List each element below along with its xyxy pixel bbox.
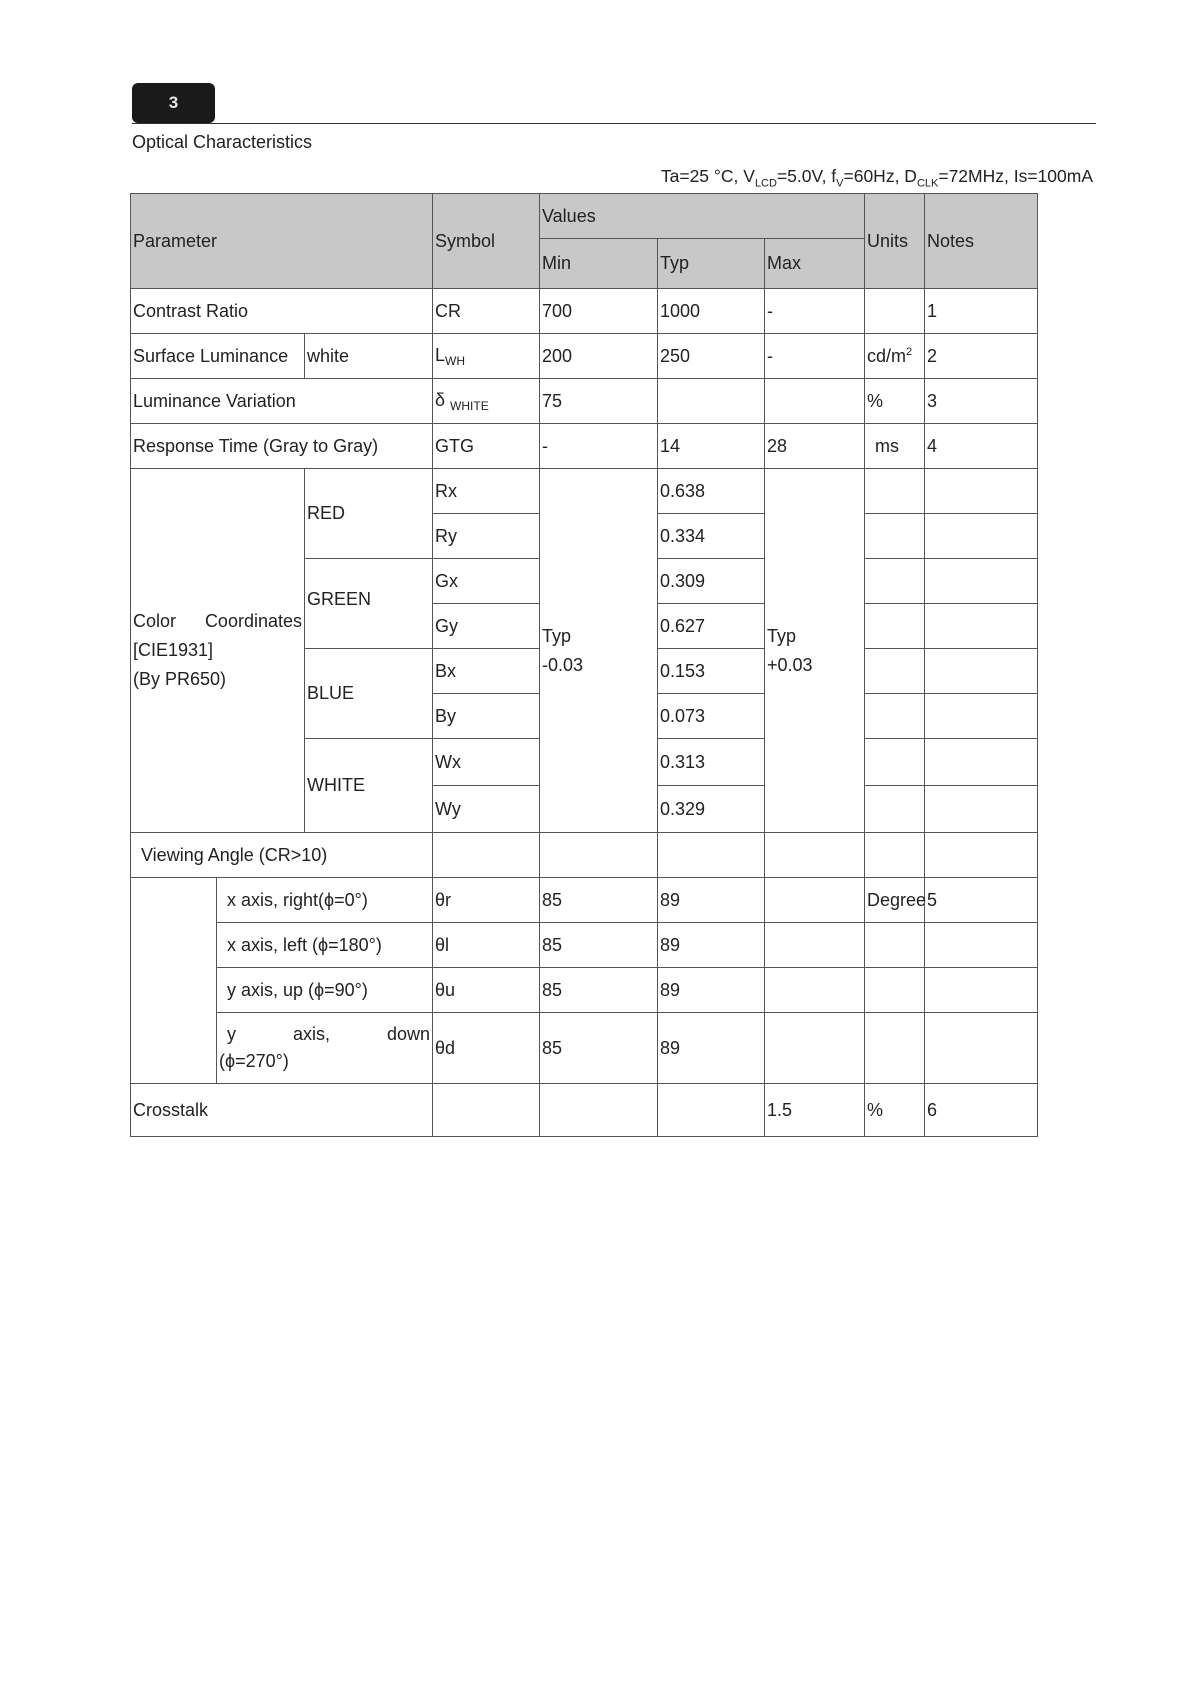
color-param-cell (131, 469, 305, 833)
typ-cell: 89 (658, 1013, 765, 1084)
min-cell: 85 (540, 878, 658, 923)
param-cell: Response Time (Gray to Gray) (131, 424, 433, 469)
units-cell: % (865, 1084, 925, 1137)
param-cell (217, 1013, 433, 1084)
units-cell: Degree (865, 878, 925, 923)
notes-cell: 6 (925, 1084, 1038, 1137)
units-cell (865, 923, 925, 968)
min-cell: 85 (540, 923, 658, 968)
notes-cell (925, 559, 1038, 604)
max-cell: - (765, 289, 865, 334)
min-cell: 75 (540, 379, 658, 424)
units-cell (865, 739, 925, 786)
typ-cell (658, 1084, 765, 1137)
notes-cell: 1 (925, 289, 1038, 334)
param-cell: Viewing Angle (CR>10) (131, 833, 433, 878)
units-cell (865, 289, 925, 334)
table-row-viewing-left (131, 923, 1038, 968)
param-cell: Luminance Variation (131, 379, 433, 424)
symbol-cell: $L_{WH}$ (433, 334, 540, 379)
units-cell: ms (865, 424, 925, 469)
notes-cell (925, 923, 1038, 968)
symbol-cell: Wx (433, 739, 540, 786)
units-cell (865, 968, 925, 1013)
symbol-cell: θl (433, 923, 540, 968)
notes-cell: 3 (925, 379, 1038, 424)
test-conditions: Ta=25 °C, $V_{LCD}=5.0V$, $f_V=60Hz$, $D_{CLK}=72MHz$, Is=100mA (660, 166, 1093, 190)
units-cell (865, 833, 925, 878)
symbol-cell: GTG (433, 424, 540, 469)
symbol-cell: θd (433, 1013, 540, 1084)
header-symbol: Symbol (433, 194, 540, 289)
typ-cell: 0.627 (658, 604, 765, 649)
typ-cell: 0.329 (658, 786, 765, 833)
notes-cell (925, 694, 1038, 739)
units-cell (865, 514, 925, 559)
typ-cell: 0.334 (658, 514, 765, 559)
header-parameter: Parameter (131, 194, 433, 289)
symbol-cell: By (433, 694, 540, 739)
header-max: Max (765, 239, 865, 289)
units-cell (865, 1013, 925, 1084)
optical-characteristics-table (130, 193, 1038, 1137)
symbol-cell: Gy (433, 604, 540, 649)
table-row-viewing-down (131, 1013, 1038, 1084)
typ-cell: 89 (658, 968, 765, 1013)
symbol-cell: Ry (433, 514, 540, 559)
notes-cell (925, 604, 1038, 649)
typ-cell (658, 833, 765, 878)
notes-cell: 2 (925, 334, 1038, 379)
units-cell: % (865, 379, 925, 424)
table-row-crosstalk (131, 1084, 1038, 1137)
group-red: RED (305, 469, 433, 559)
header-units: Units (865, 194, 925, 289)
param-cell: Contrast Ratio (131, 289, 433, 334)
param-cell: x axis, right(ϕ=0°) (217, 878, 433, 923)
table-row-contrast (131, 289, 1038, 334)
max-cell (765, 833, 865, 878)
typ-cell: 250 (658, 334, 765, 379)
max-cell (765, 923, 865, 968)
units-cell (865, 604, 925, 649)
group-white: WHITE (305, 739, 433, 833)
min-cell: 200 (540, 334, 658, 379)
notes-cell: 4 (925, 424, 1038, 469)
param-cell: y axis, up (ϕ=90°) (217, 968, 433, 1013)
symbol-cell: Bx (433, 649, 540, 694)
param-cell: Crosstalk (131, 1084, 433, 1137)
viewing-blank-cell (131, 878, 217, 1084)
color-min-cell: Typ -0.03 (540, 469, 658, 833)
typ-cell: 89 (658, 923, 765, 968)
color-max-cell: Typ +0.03 (765, 469, 865, 833)
units-cell: $cd/m^2$ (865, 334, 925, 379)
units-cell (865, 694, 925, 739)
section-title: Optical Characteristics (132, 132, 313, 152)
header-row (131, 194, 1038, 239)
typ-cell: 0.153 (658, 649, 765, 694)
symbol-cell: θr (433, 878, 540, 923)
max-cell (765, 379, 865, 424)
max-cell (765, 1013, 865, 1084)
notes-cell (925, 649, 1038, 694)
typ-cell (658, 379, 765, 424)
header-notes: Notes (925, 194, 1038, 289)
group-green: GREEN (305, 559, 433, 649)
symbol-cell: θu (433, 968, 540, 1013)
max-cell: 1.5 (765, 1084, 865, 1137)
typ-cell: 0.638 (658, 469, 765, 514)
notes-cell: 5 (925, 878, 1038, 923)
color-param-line2: [CIE1931] (133, 640, 214, 660)
notes-cell (925, 786, 1038, 833)
max-cell (765, 878, 865, 923)
typ-cell: 1000 (658, 289, 765, 334)
units-cell (865, 559, 925, 604)
notes-cell (925, 514, 1038, 559)
param-sub-cell: white (305, 334, 433, 379)
typ-cell: 89 (658, 878, 765, 923)
min-cell: 85 (540, 1013, 658, 1084)
header-min: Min (540, 239, 658, 289)
param-cell: Surface Luminance (131, 334, 305, 379)
viewing-down-line1: y axis, down (227, 1024, 430, 1044)
notes-cell (925, 1013, 1038, 1084)
page-number-badge: 3 (132, 83, 215, 123)
color-param-line1: Color Coordinates (133, 611, 302, 631)
symbol-cell: Gx (433, 559, 540, 604)
typ-cell: 0.073 (658, 694, 765, 739)
notes-cell (925, 833, 1038, 878)
table-row-response (131, 424, 1038, 469)
color-param-line3: (By PR650) (133, 669, 227, 689)
min-cell: 85 (540, 968, 658, 1013)
symbol-cell (433, 1084, 540, 1137)
symbol-cell: δ $_{WHITE}$ (433, 379, 540, 424)
typ-cell: 14 (658, 424, 765, 469)
typ-cell: 0.309 (658, 559, 765, 604)
table-row-variation (131, 379, 1038, 424)
header-typ: Typ (658, 239, 765, 289)
table-row-viewing-up (131, 968, 1038, 1013)
max-cell (765, 968, 865, 1013)
symbol-cell (433, 833, 540, 878)
notes-cell (925, 739, 1038, 786)
notes-cell (925, 968, 1038, 1013)
table-row-luminance (131, 334, 1038, 379)
table-row-color-rx (131, 469, 1038, 514)
min-cell (540, 1084, 658, 1137)
header-values: Values (540, 194, 865, 239)
units-cell (865, 786, 925, 833)
param-cell: x axis, left (ϕ=180°) (217, 923, 433, 968)
header-rule (132, 123, 1096, 124)
table-row-viewing-right (131, 878, 1038, 923)
symbol-cell: CR (433, 289, 540, 334)
typ-cell: 0.313 (658, 739, 765, 786)
max-cell: - (765, 334, 865, 379)
min-cell (540, 833, 658, 878)
min-cell: - (540, 424, 658, 469)
units-cell (865, 649, 925, 694)
table-row-viewing-title (131, 833, 1038, 878)
symbol-cell: Rx (433, 469, 540, 514)
viewing-down-line2: (ϕ=270°) (219, 1051, 289, 1071)
min-cell: 700 (540, 289, 658, 334)
max-cell: 28 (765, 424, 865, 469)
notes-cell (925, 469, 1038, 514)
symbol-cell: Wy (433, 786, 540, 833)
group-blue: BLUE (305, 649, 433, 739)
units-cell (865, 469, 925, 514)
